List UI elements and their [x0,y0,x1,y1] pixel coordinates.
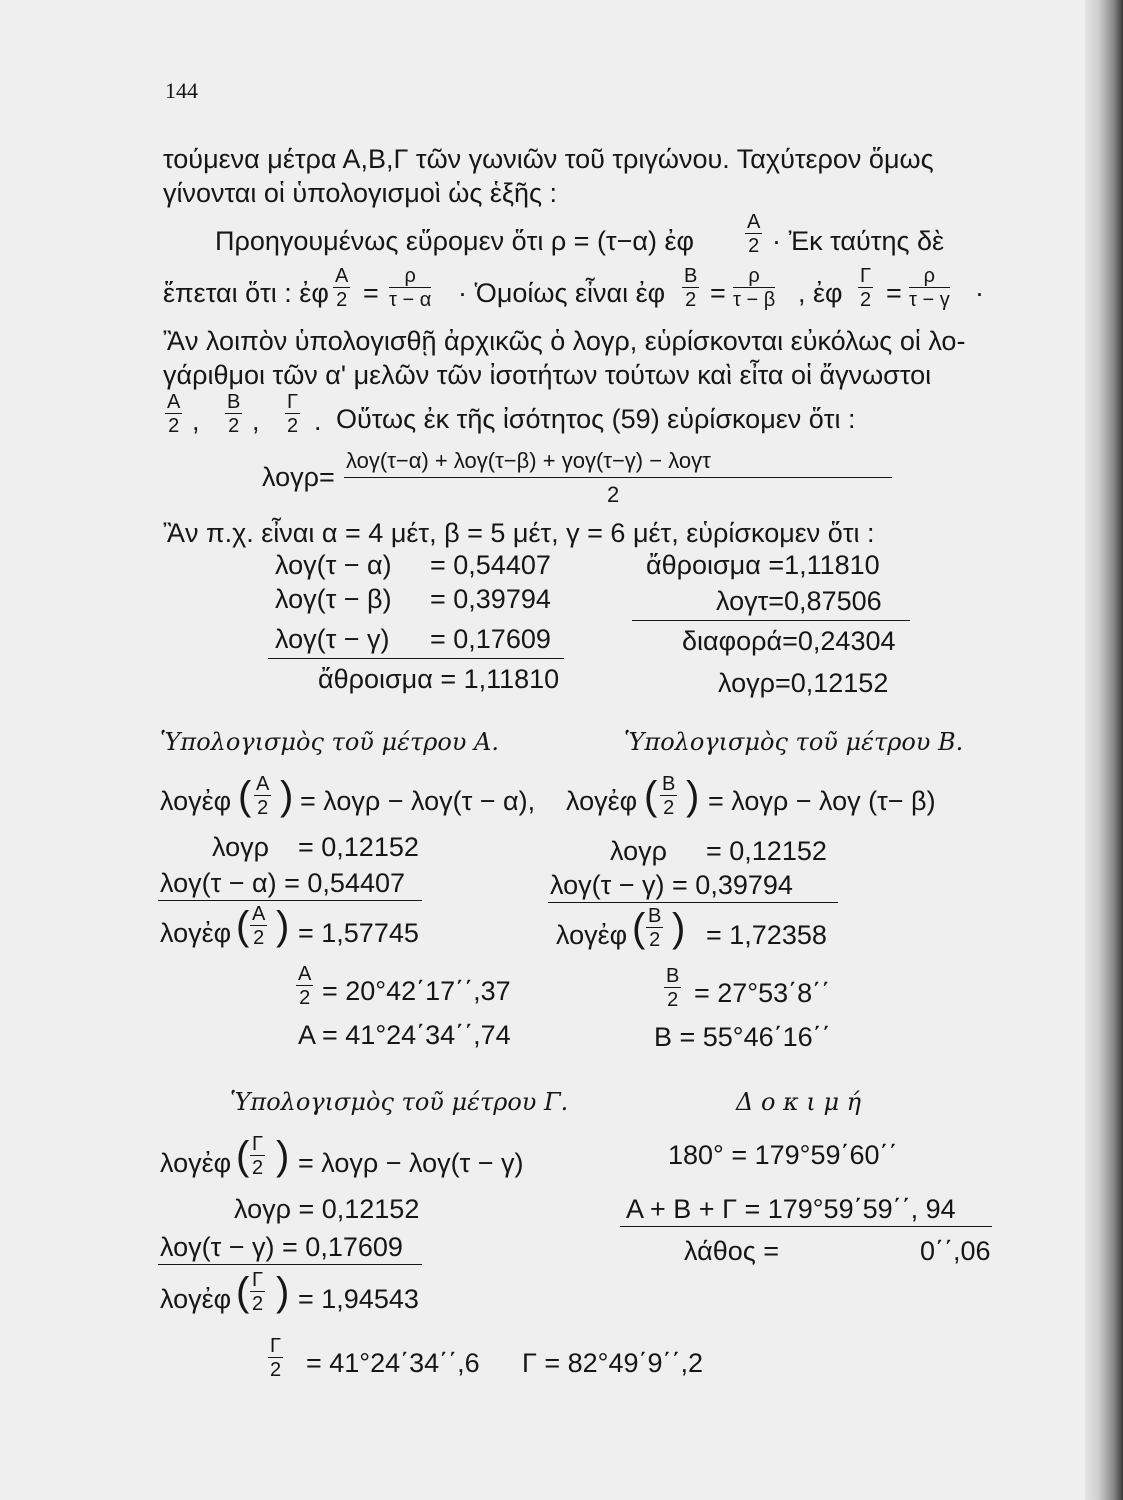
example-left-label-1: λογ(τ − α) [275,550,392,580]
text-line-3a: Προηγουμένως εὕρομεν ὅτι ρ = (τ−α) ἐφ [215,226,695,256]
text-line-4b: · Ὁμοίως εἶναι ἐφ [458,278,666,308]
text-line-4d: · [975,278,984,308]
eqA-rhs: = λογρ − λογ(τ − α), [300,786,536,816]
fraction-B-2 [664,966,681,1010]
denominator: 2 [299,987,311,1009]
denominator: 2 [649,929,661,951]
calcG-row3-lhs: λογἐφ [160,1284,232,1314]
fraction-B-2 [660,774,677,818]
example-left-sum: ἄθροισμα = 1,11810 [318,664,560,694]
calcG-row1: λογρ = 0,12152 [234,1194,420,1224]
example-right-1: ἄθροισμα =1,11810 [646,550,880,580]
calcB-full: Β = 55°46΄16΄΄ [654,1022,831,1052]
denominator: 2 [253,927,265,949]
text-line-2: γίνονται οἱ ὑπολογισμοὶ ὡς ἑξῆς : [163,178,558,208]
calcG-half: = 41°24΄34΄΄,6 [306,1348,480,1378]
text-line-5: Ἂν λοιπὸν ὑπολογισθῇ ἀρχικῶς ὁ λογρ, εὑρίσκονται εὐκόλως οἱ λο- [163,326,966,356]
fraction-G-2 [250,1270,265,1314]
paren-close: ) [276,1270,290,1314]
paren-open: ( [644,774,658,818]
denominator: 2 [257,797,269,819]
fraction-A-2 [296,964,313,1008]
denominator: τ − β [733,289,776,311]
example-right-2: λογτ=0,87506 [716,586,882,616]
calcB-row1-label: λογρ [610,836,667,866]
fraction-A-2 [250,904,267,948]
denominator: τ − γ [909,289,950,311]
formula-numerator: λογ(τ−α) + λογ(τ−β) + γογ(τ−γ) − λογτ [346,448,711,473]
paren-open: ( [236,1134,250,1178]
text-line-7b: Οὕτως ἐκ τῆς ἰσότητος (59) εὑρίσκομεν ὅτι : [336,404,856,434]
numerator: Α [252,903,266,925]
calcA-row3-value: = 1,57745 [298,918,419,948]
paren-open: ( [238,774,252,818]
paren-open: ( [632,906,646,950]
denominator: 2 [251,1157,264,1179]
example-intro: Ἂν π.χ. εἶναι α = 4 μέτ, β = 5 μέτ, γ = 6 μέτ, εὑρίσκομεν ὅτι : [163,518,875,548]
text-line-6: γάριθμοι τῶν α' μελῶν τῶν ἰσοτήτων τούτων καὶ εἶτα οἱ ἄγνωστοι [163,360,932,390]
denominator: 2 [251,1293,264,1315]
formula-lhs: λογρ= [262,462,335,492]
numerator: Γ [270,1335,282,1357]
formula-denominator: 2 [607,482,620,507]
paren-close: ) [686,774,700,818]
example-right-4: λογρ=0,12152 [718,668,889,698]
calcA-row3-lhs: λογἐφ [160,918,232,948]
numerator: Α [747,211,761,233]
numerator: Α [335,265,349,287]
numerator: Β [227,391,241,413]
denominator: 2 [663,797,675,819]
numerator: Β [666,965,680,987]
paren-close: ) [276,1134,290,1178]
eqB-lhs: λογἐφ [566,786,638,816]
equals-sign: = [886,278,902,308]
fraction-B-2 [225,392,242,436]
comma: , [252,406,260,436]
calcB-rule [548,902,838,903]
numerator: ρ [733,266,775,288]
denominator: 2 [228,415,240,437]
numerator: Α [167,391,181,413]
eqG-lhs: λογἐφ [160,1148,232,1178]
fraction-G-2 [250,1134,265,1178]
check-line-3-label: λάθος = [684,1236,780,1266]
heading-calc-B: Ὑπολογισμὸς τοῦ μέτρου Β. [624,728,964,756]
calcA-full: Α = 41°24΄34΄΄,74 [298,1020,511,1050]
paren-close: ) [280,774,294,818]
paren-open: ( [236,904,250,948]
denominator: τ − α [389,289,432,311]
example-left-value-3: = 0,17609 [430,624,551,654]
denominator: 2 [667,989,679,1011]
fraction-G-2 [858,266,873,310]
numerator: Β [662,773,676,795]
example-left-value-2: = 0,39794 [430,584,551,614]
calcB-row3-lhs: λογἐφ [556,920,628,950]
text-line-4a: ἕπεται ὅτι : ἐφ [163,278,329,308]
denominator: 2 [269,1359,282,1381]
calcB-half: = 27°53΄8΄΄ [694,978,831,1008]
check-rule [620,1226,992,1227]
calcA-row1-label: λογρ [212,832,269,862]
denominator: 2 [168,415,180,437]
numerator: Α [298,963,312,985]
heading-check: Δ ο κ ι μ ή [736,1088,862,1116]
fraction-B-2 [682,266,699,310]
numerator: ρ [909,266,950,288]
fraction-B-2 [646,906,663,950]
text-line-4c: , ἐφ [798,278,843,308]
numerator: ρ [389,266,431,288]
calcA-row1-value: = 0,12152 [298,832,419,862]
denominator: 2 [336,289,348,311]
fraction-A-2 [745,212,762,256]
paren-open: ( [236,1270,250,1314]
calcG-row3-value: = 1,94543 [298,1284,419,1314]
numerator: Β [684,265,698,287]
eqA-lhs: λογἐφ [160,786,232,816]
calcA-half: = 20°42΄17΄΄,37 [322,976,511,1006]
page-number: 144 [165,78,198,103]
denominator: 2 [748,235,760,257]
fraction-rho-t-minus-g [909,266,950,310]
equals-sign: = [363,278,379,308]
check-line-3-value: 0΄΄,06 [920,1236,991,1266]
numerator: Γ [252,1133,264,1155]
example-left-value-1: = 0,54407 [430,550,551,580]
eqG-rhs: = λογρ − λογ(τ − γ) [298,1148,524,1178]
calcG-row2: λογ(τ − γ) = 0,17609 [160,1232,403,1262]
numerator: Β [648,905,662,927]
equals-sign: = [710,278,726,308]
paren-close: ) [276,904,290,948]
paren-close: ) [672,906,686,950]
fraction-rho-t-minus-a [389,266,431,310]
example-left-label-3: λογ(τ − γ) [275,624,390,654]
numerator: Α [256,773,270,795]
calcB-row1-value: = 0,12152 [706,836,827,866]
comma: , [192,406,200,436]
sum-rule-left [268,658,564,659]
book-spine-shadow [1085,0,1123,1500]
denominator: 2 [286,415,299,437]
calcB-row3-value: = 1,72358 [706,920,827,950]
denominator: 2 [859,289,872,311]
formula-fraction-bar [344,477,892,478]
fraction-G-2 [285,392,300,436]
calcG-full: Γ = 82°49΄9΄΄,2 [522,1348,704,1378]
eqB-rhs: = λογρ − λογ (τ− β) [708,786,936,816]
fraction-rho-t-minus-b [733,266,775,310]
calcB-row2: λογ(τ − γ) = 0,39794 [550,870,793,900]
fraction-A-2 [333,266,350,310]
numerator: Γ [252,1269,264,1291]
heading-calc-A: Ὑπολογισμὸς τοῦ μέτρου Α. [160,728,499,756]
check-line-1: 180° = 179°59΄60΄΄ [668,1140,898,1170]
numerator: Γ [860,265,872,287]
sum-rule-right [632,620,910,621]
denominator: 2 [685,289,697,311]
fraction-G-2 [268,1336,283,1380]
calcA-rule [158,900,422,901]
fraction-A-2 [254,774,271,818]
example-left-label-2: λογ(τ − β) [275,584,392,614]
heading-calc-G: Ὑπολογισμὸς τοῦ μέτρου Γ. [230,1088,569,1116]
numerator: Γ [287,391,299,413]
period: . [314,406,322,436]
example-right-3: διαφορά=0,24304 [682,626,896,656]
calcA-row2: λογ(τ − α) = 0,54407 [160,868,406,898]
fraction-A-2 [165,392,182,436]
text-line-1: τούμενα μέτρα Α,Β,Γ τῶν γωνιῶν τοῦ τριγώνου. Ταχύτερον ὅμως [163,144,934,174]
calcG-rule [158,1264,422,1265]
check-line-2: Α + Β + Γ = 179°59΄59΄΄, 94 [626,1194,956,1224]
text-line-3b: · Ἐκ ταύτης δὲ [772,226,945,256]
